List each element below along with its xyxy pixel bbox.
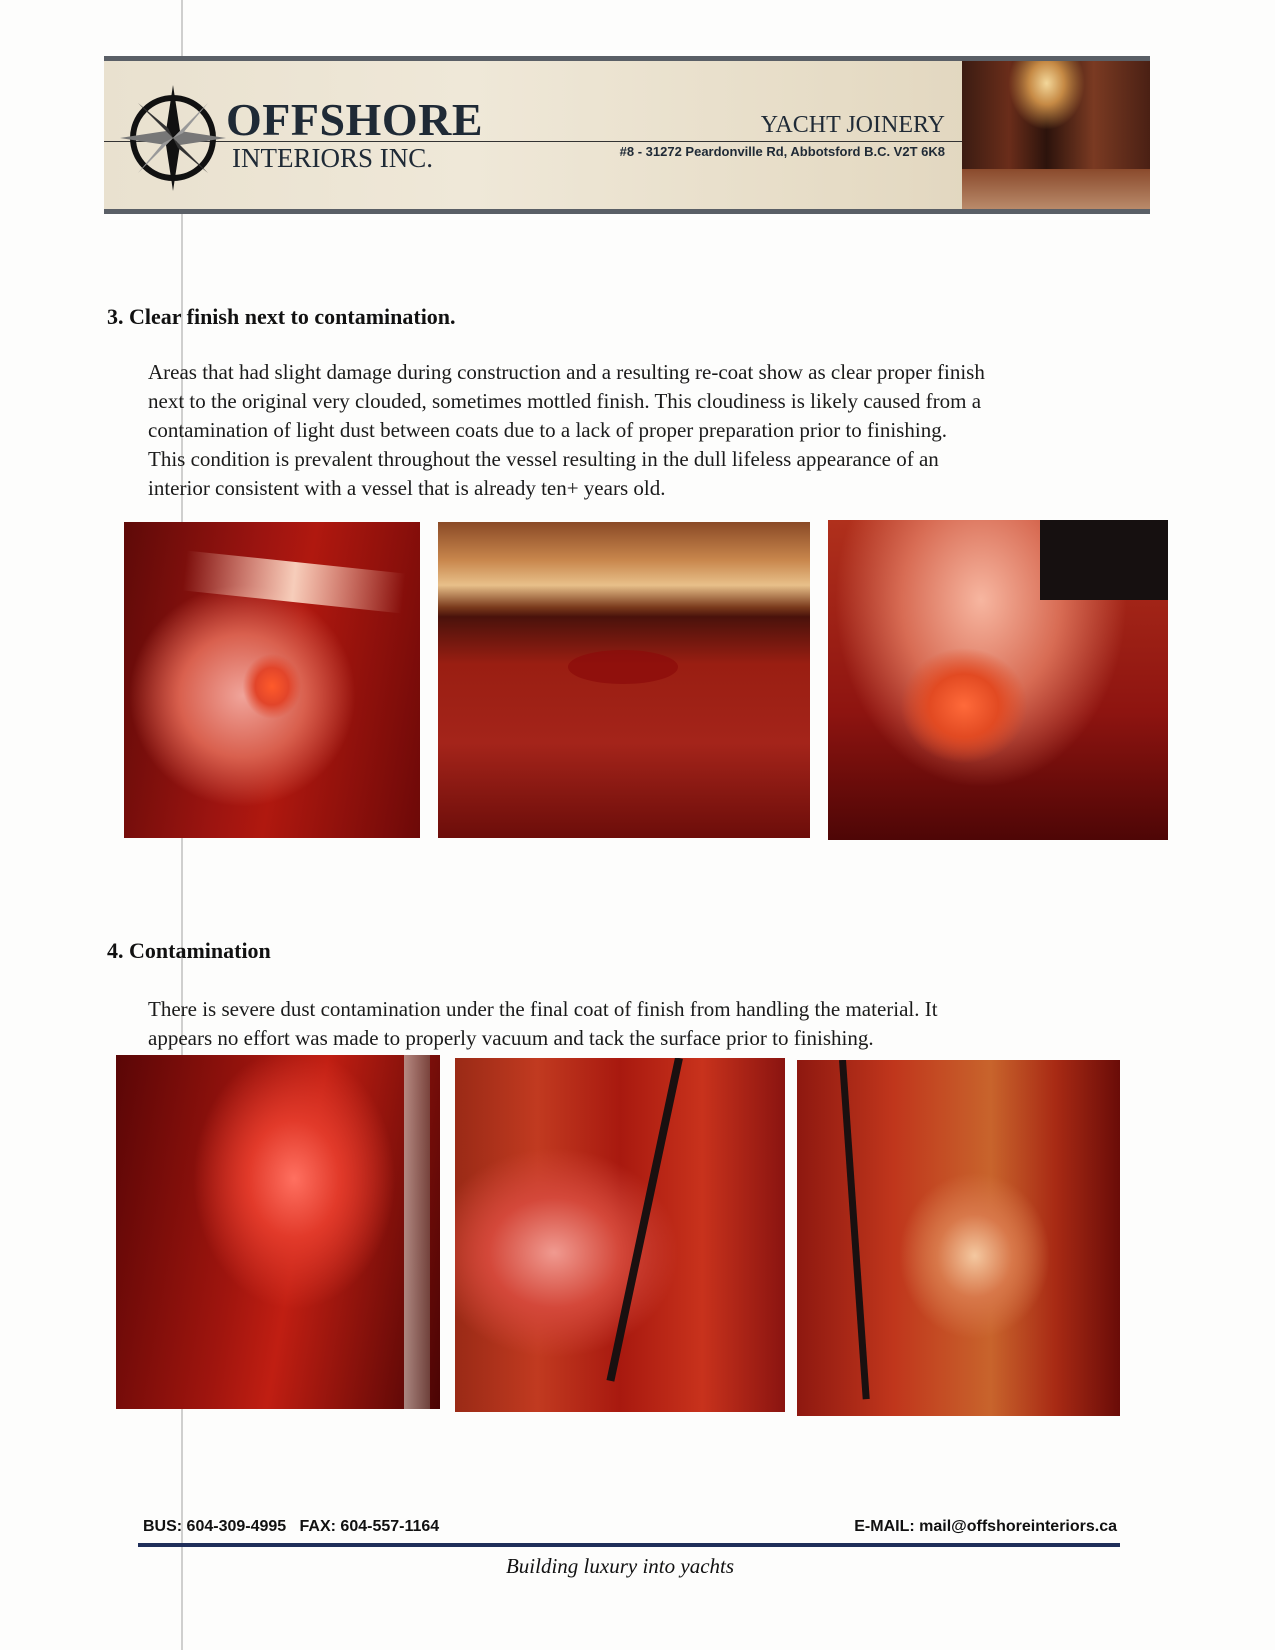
paragraph-line: There is severe dust contamination under the final coat of finish from handling the material. It (148, 997, 938, 1021)
company-name-subtitle: INTERIORS INC. (232, 143, 433, 173)
clouded-spot (568, 650, 678, 684)
company-tagline: YACHT JOINERY (760, 112, 945, 138)
paragraph-line: This condition is prevalent throughout the vessel resulting in the dull lifeless appearance of an (148, 447, 939, 471)
company-name: OFFSHORE (226, 94, 484, 145)
footer-contact-numbers: BUS: 604-309-4995 FAX: 604-557-1164 (143, 1518, 440, 1535)
section-3-heading: 3. Clear finish next to contamination. (107, 304, 456, 329)
footer-rule (138, 1543, 1120, 1547)
paragraph-line: next to the original very clouded, sometimes mottled finish. This cloudiness is likely caused from a (148, 389, 982, 413)
paragraph-line: Areas that had slight damage during construction and a resulting re-coat show as clear proper finish (148, 360, 985, 384)
paragraph-line: interior consistent with a vessel that is already ten+ years old. (148, 476, 666, 500)
paragraph-line: appears no effort was made to properly vacuum and tack the surface prior to finishing. (148, 1026, 874, 1050)
pointer-rod (839, 1060, 870, 1399)
letterhead-banner (104, 56, 1150, 214)
finish-photo-2 (438, 522, 810, 838)
finish-photo-1 (124, 522, 420, 838)
footer-slogan: Building luxury into yachts (505, 1554, 735, 1578)
section-3-paragraph (148, 358, 985, 503)
light-reflection (183, 551, 406, 614)
contamination-photo-3 (797, 1060, 1120, 1416)
footer-email: E-MAIL: mail@offshoreinteriors.ca (854, 1518, 1117, 1535)
section-4-paragraph (148, 995, 938, 1053)
company-address: #8 - 31272 Peardonville Rd, Abbotsford B.C. V2T 6K8 (619, 144, 945, 159)
contamination-photo-2 (455, 1058, 785, 1412)
yacht-interior-photo (962, 61, 1150, 209)
compass-rose-icon (118, 83, 228, 193)
dark-frame (1040, 520, 1168, 600)
door-frame (404, 1055, 430, 1409)
paragraph-line: contamination of light dust between coats due to a lack of proper preparation prior to finishing. (148, 418, 947, 442)
section-4-heading: 4. Contamination (107, 938, 271, 963)
finish-photo-3 (828, 520, 1168, 840)
pointer-rod (606, 1058, 682, 1382)
interior-floor (962, 169, 1150, 209)
contamination-photo-1 (116, 1055, 440, 1409)
